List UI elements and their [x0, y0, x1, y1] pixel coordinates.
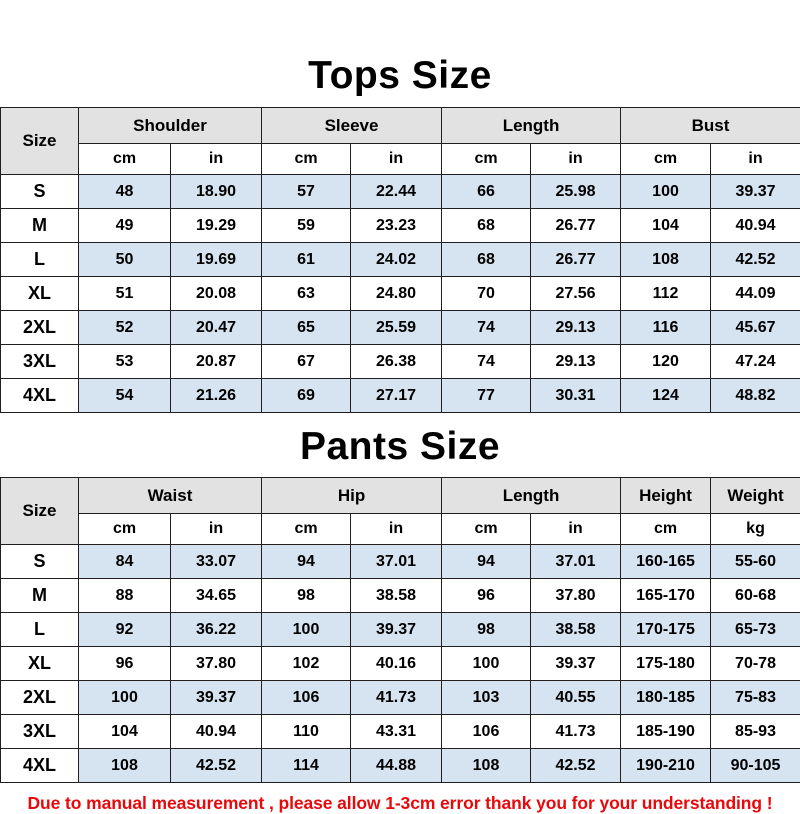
tops-cell: 70 — [442, 277, 531, 311]
tops-cell: 39.37 — [711, 175, 800, 209]
pants-cell: 96 — [442, 579, 531, 613]
tops-size-title: Tops Size — [0, 56, 800, 95]
tops-unit-length-cm: cm — [442, 144, 531, 175]
pants-cell: 165-170 — [621, 579, 711, 613]
tops-group-shoulder: Shoulder — [79, 108, 262, 144]
tops-unit-length-in: in — [531, 144, 621, 175]
tops-cell: 27.17 — [351, 379, 442, 413]
pants-cell: 60-68 — [711, 579, 800, 613]
tops-row-size: 4XL — [1, 379, 79, 413]
table-row — [1, 749, 800, 783]
tops-cell: 63 — [262, 277, 351, 311]
tops-cell: 45.67 — [711, 311, 800, 345]
pants-cell: 40.55 — [531, 681, 621, 715]
table-row — [1, 175, 800, 209]
tops-cell: 20.87 — [171, 345, 262, 379]
pants-cell: 185-190 — [621, 715, 711, 749]
pants-unit-length-cm: cm — [442, 514, 531, 545]
tops-cell: 20.08 — [171, 277, 262, 311]
table-row — [1, 579, 800, 613]
tops-cell: 100 — [621, 175, 711, 209]
pants-cell: 36.22 — [171, 613, 262, 647]
tops-cell: 108 — [621, 243, 711, 277]
pants-cell: 41.73 — [531, 715, 621, 749]
table-row — [1, 345, 800, 379]
pants-cell: 170-175 — [621, 613, 711, 647]
pants-cell: 42.52 — [531, 749, 621, 783]
pants-row-size: L — [1, 613, 79, 647]
pants-cell: 104 — [79, 715, 171, 749]
tops-unit-shoulder-in: in — [171, 144, 262, 175]
tops-unit-bust-cm: cm — [621, 144, 711, 175]
tops-cell: 68 — [442, 209, 531, 243]
pants-cell: 33.07 — [171, 545, 262, 579]
tops-cell: 48.82 — [711, 379, 800, 413]
tops-cell: 22.44 — [351, 175, 442, 209]
pants-cell: 102 — [262, 647, 351, 681]
table-row — [1, 647, 800, 681]
pants-unit-height-cm: cm — [621, 514, 711, 545]
table-row — [1, 209, 800, 243]
pants-cell: 85-93 — [711, 715, 800, 749]
pants-cell: 38.58 — [351, 579, 442, 613]
pants-cell: 55-60 — [711, 545, 800, 579]
table-row — [1, 379, 800, 413]
tops-cell: 50 — [79, 243, 171, 277]
tops-unit-shoulder-cm: cm — [79, 144, 171, 175]
pants-cell: 37.80 — [171, 647, 262, 681]
tops-cell: 24.80 — [351, 277, 442, 311]
pants-cell: 108 — [442, 749, 531, 783]
table-row — [1, 545, 800, 579]
pants-size-title: Pants Size — [0, 427, 800, 466]
tops-cell: 24.02 — [351, 243, 442, 277]
pants-cell: 175-180 — [621, 647, 711, 681]
pants-cell: 37.01 — [351, 545, 442, 579]
pants-unit-length-in: in — [531, 514, 621, 545]
tops-cell: 68 — [442, 243, 531, 277]
tops-cell: 77 — [442, 379, 531, 413]
table-row — [1, 311, 800, 345]
tops-group-sleeve: Sleeve — [262, 108, 442, 144]
pants-cell: 40.94 — [171, 715, 262, 749]
pants-group-hip: Hip — [262, 478, 442, 514]
tops-cell: 116 — [621, 311, 711, 345]
pants-group-waist: Waist — [79, 478, 262, 514]
pants-row-size: S — [1, 545, 79, 579]
tops-cell: 40.94 — [711, 209, 800, 243]
tops-cell: 19.69 — [171, 243, 262, 277]
pants-cell: 160-165 — [621, 545, 711, 579]
tops-cell: 23.23 — [351, 209, 442, 243]
tops-size-column-header: Size — [1, 108, 79, 175]
pants-unit-waist-cm: cm — [79, 514, 171, 545]
pants-row-size: 4XL — [1, 749, 79, 783]
tops-cell: 51 — [79, 277, 171, 311]
pants-group-height: Height — [621, 478, 711, 514]
tops-cell: 48 — [79, 175, 171, 209]
table-row — [1, 681, 800, 715]
tops-cell: 112 — [621, 277, 711, 311]
pants-cell: 44.88 — [351, 749, 442, 783]
pants-cell: 180-185 — [621, 681, 711, 715]
tops-cell: 26.77 — [531, 209, 621, 243]
tops-row-size: 2XL — [1, 311, 79, 345]
tops-cell: 65 — [262, 311, 351, 345]
tops-cell: 29.13 — [531, 345, 621, 379]
tops-row-size: XL — [1, 277, 79, 311]
tops-cell: 18.90 — [171, 175, 262, 209]
tops-cell: 44.09 — [711, 277, 800, 311]
pants-row-size: 3XL — [1, 715, 79, 749]
tops-row-size: M — [1, 209, 79, 243]
tops-cell: 26.77 — [531, 243, 621, 277]
pants-cell: 94 — [262, 545, 351, 579]
pants-cell: 37.01 — [531, 545, 621, 579]
table-row — [1, 715, 800, 749]
pants-cell: 41.73 — [351, 681, 442, 715]
pants-row-size: M — [1, 579, 79, 613]
pants-cell: 84 — [79, 545, 171, 579]
pants-cell: 100 — [79, 681, 171, 715]
tops-cell: 42.52 — [711, 243, 800, 277]
pants-cell: 43.31 — [351, 715, 442, 749]
tops-cell: 69 — [262, 379, 351, 413]
tops-cell: 74 — [442, 345, 531, 379]
tops-cell: 124 — [621, 379, 711, 413]
tops-cell: 25.59 — [351, 311, 442, 345]
pants-cell: 106 — [442, 715, 531, 749]
pants-cell: 39.37 — [351, 613, 442, 647]
tops-cell: 20.47 — [171, 311, 262, 345]
tops-size-table — [0, 107, 800, 413]
pants-row-size: 2XL — [1, 681, 79, 715]
tops-group-bust: Bust — [621, 108, 800, 144]
pants-cell: 38.58 — [531, 613, 621, 647]
tops-cell: 27.56 — [531, 277, 621, 311]
tops-cell: 47.24 — [711, 345, 800, 379]
tops-cell: 25.98 — [531, 175, 621, 209]
pants-cell: 39.37 — [531, 647, 621, 681]
pants-cell: 190-210 — [621, 749, 711, 783]
tops-cell: 61 — [262, 243, 351, 277]
pants-unit-waist-in: in — [171, 514, 262, 545]
table-row — [1, 277, 800, 311]
pants-size-column-header: Size — [1, 478, 79, 545]
pants-row-size: XL — [1, 647, 79, 681]
pants-group-length: Length — [442, 478, 621, 514]
pants-cell: 103 — [442, 681, 531, 715]
pants-cell: 106 — [262, 681, 351, 715]
pants-cell: 65-73 — [711, 613, 800, 647]
tops-cell: 54 — [79, 379, 171, 413]
pants-cell: 108 — [79, 749, 171, 783]
tops-cell: 26.38 — [351, 345, 442, 379]
pants-cell: 70-78 — [711, 647, 800, 681]
tops-cell: 67 — [262, 345, 351, 379]
pants-group-weight: Weight — [711, 478, 800, 514]
tops-cell: 52 — [79, 311, 171, 345]
table-row — [1, 613, 800, 647]
pants-cell: 96 — [79, 647, 171, 681]
tops-cell: 66 — [442, 175, 531, 209]
pants-cell: 98 — [442, 613, 531, 647]
tops-cell: 59 — [262, 209, 351, 243]
pants-cell: 114 — [262, 749, 351, 783]
pants-cell: 88 — [79, 579, 171, 613]
tops-group-length: Length — [442, 108, 621, 144]
pants-cell: 94 — [442, 545, 531, 579]
pants-cell: 98 — [262, 579, 351, 613]
pants-cell: 100 — [262, 613, 351, 647]
tops-cell: 19.29 — [171, 209, 262, 243]
table-row — [1, 243, 800, 277]
pants-cell: 100 — [442, 647, 531, 681]
pants-unit-hip-cm: cm — [262, 514, 351, 545]
pants-cell: 37.80 — [531, 579, 621, 613]
tops-cell: 21.26 — [171, 379, 262, 413]
pants-cell: 42.52 — [171, 749, 262, 783]
tops-unit-sleeve-in: in — [351, 144, 442, 175]
pants-cell: 39.37 — [171, 681, 262, 715]
tops-cell: 57 — [262, 175, 351, 209]
pants-unit-weight-kg: kg — [711, 514, 800, 545]
pants-unit-hip-in: in — [351, 514, 442, 545]
tops-cell: 74 — [442, 311, 531, 345]
tops-row-size: S — [1, 175, 79, 209]
pants-cell: 75-83 — [711, 681, 800, 715]
pants-cell: 34.65 — [171, 579, 262, 613]
tops-unit-bust-in: in — [711, 144, 800, 175]
tops-row-size: 3XL — [1, 345, 79, 379]
pants-size-table — [0, 477, 800, 783]
tops-unit-sleeve-cm: cm — [262, 144, 351, 175]
tops-cell: 120 — [621, 345, 711, 379]
pants-cell: 110 — [262, 715, 351, 749]
tops-cell: 49 — [79, 209, 171, 243]
measurement-disclaimer: Due to manual measurement , please allow 1-3cm error thank you for your understanding ! — [0, 793, 800, 814]
tops-row-size: L — [1, 243, 79, 277]
tops-cell: 53 — [79, 345, 171, 379]
pants-cell: 90-105 — [711, 749, 800, 783]
tops-cell: 30.31 — [531, 379, 621, 413]
tops-cell: 104 — [621, 209, 711, 243]
pants-cell: 92 — [79, 613, 171, 647]
pants-cell: 40.16 — [351, 647, 442, 681]
tops-cell: 29.13 — [531, 311, 621, 345]
